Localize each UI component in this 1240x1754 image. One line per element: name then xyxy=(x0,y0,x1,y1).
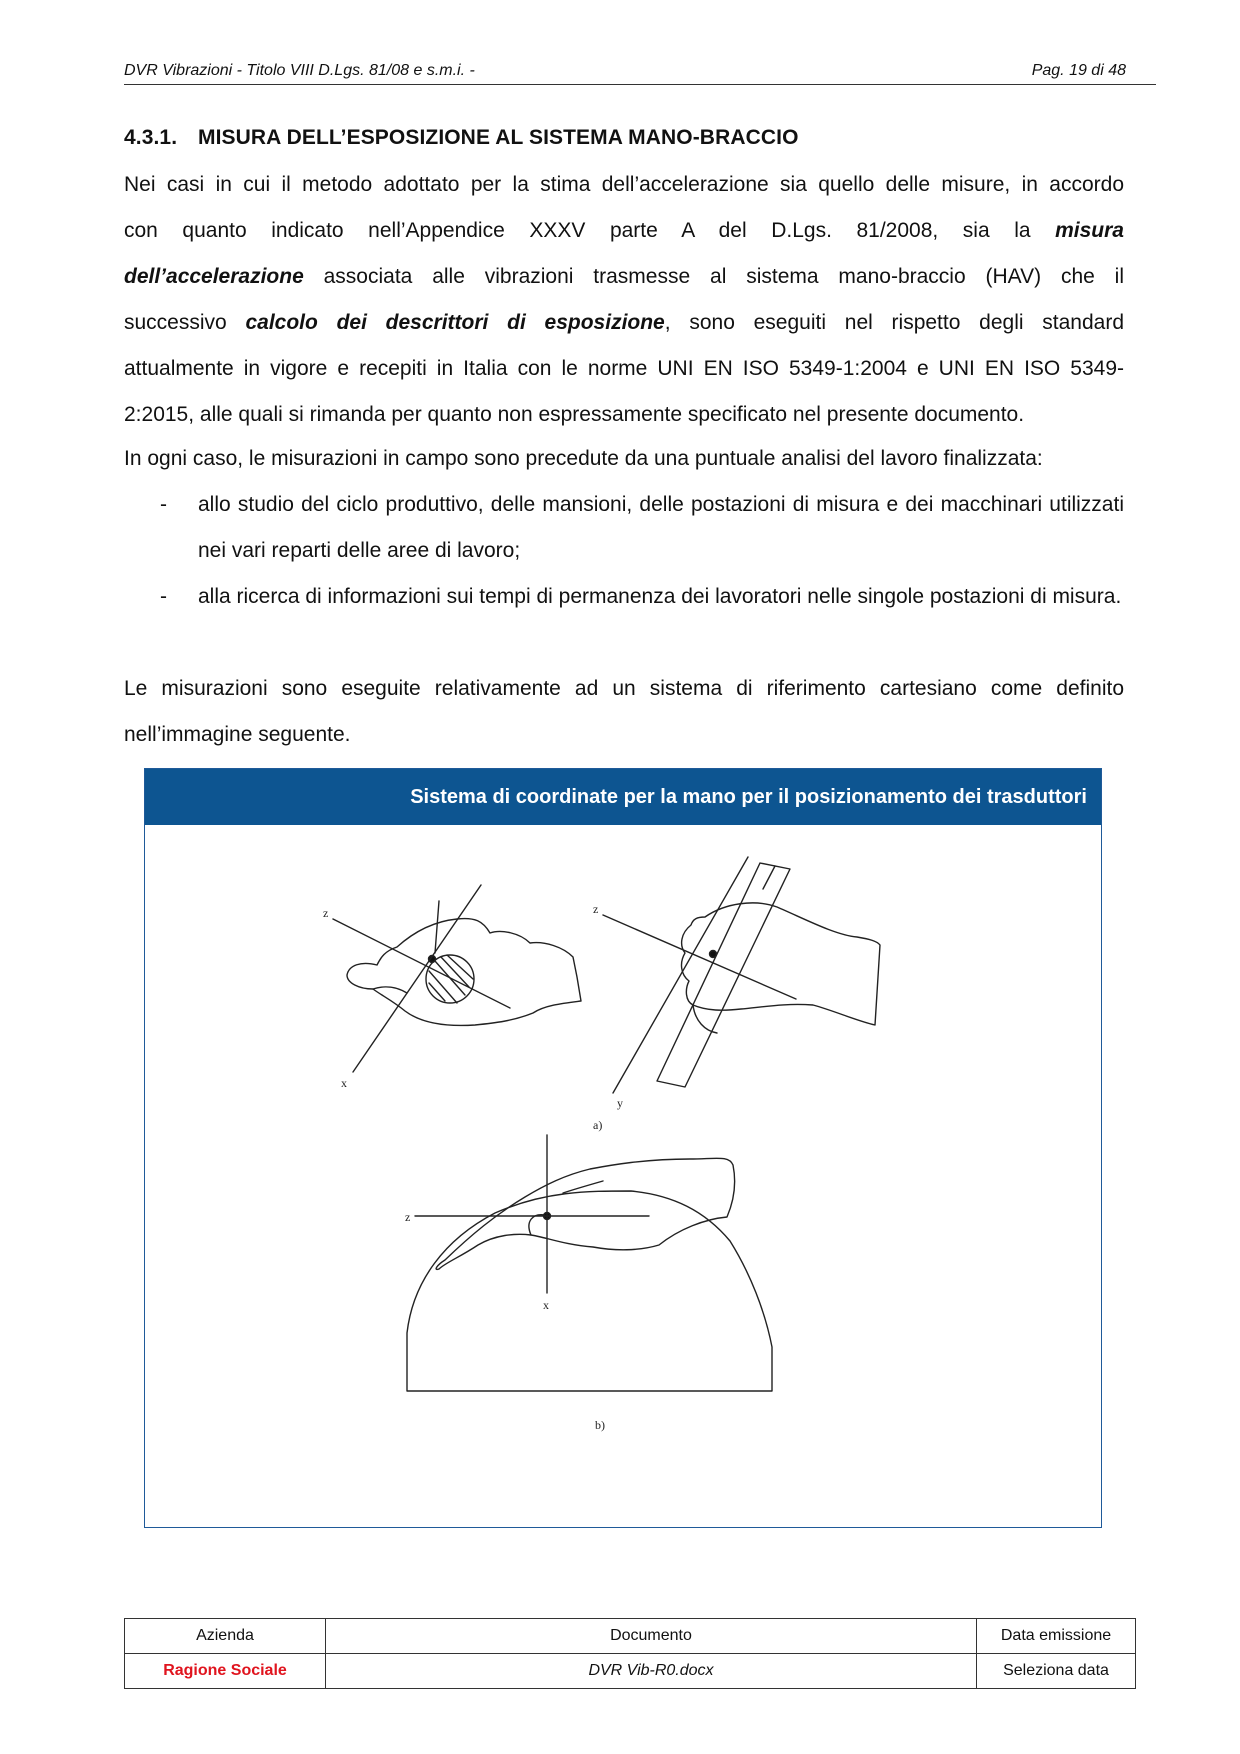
diagram-label-a: a) xyxy=(593,1118,603,1132)
section-number: 4.3.1. xyxy=(124,126,178,149)
footer-document-name: DVR Vib-R0.docx xyxy=(326,1654,977,1689)
emphasis-calcolo: calcolo dei descrittori di esposizione xyxy=(245,311,665,334)
emphasis-misura: misura xyxy=(1055,219,1124,242)
emphasis-accelerazione: dell’accelerazione xyxy=(124,265,304,288)
paragraph-1-line-4 xyxy=(124,300,1124,346)
footer-header-azienda: Azienda xyxy=(125,1619,326,1654)
figure-title: Sistema di coordinate per la mano per il posizionamento dei trasduttori xyxy=(145,769,1101,825)
paragraph-1-line-5: attualmente in vigore e recepiti in Italia con le norme UNI EN ISO 5349-1:2004 e UNI EN ISO 5349- xyxy=(124,357,1124,380)
paragraph-1-line-2 xyxy=(124,208,1124,254)
paragraph-3: Le misurazioni sono eseguite relativamente ad un sistema di riferimento cartesiano come definito nell’immagine seguente. xyxy=(124,677,1124,746)
paragraph-1 xyxy=(124,162,1124,438)
section-title: MISURA DELL’ESPOSIZIONE AL SISTEMA MANO-BRACCIO xyxy=(198,126,799,149)
axis-label-x: x xyxy=(341,1076,347,1090)
fist-axes xyxy=(333,885,510,1072)
hand-coordinates-illustration xyxy=(145,825,1101,1527)
list-item-text: alla ricerca di informazioni sui tempi di permanenza dei lavoratori nelle singole postazioni di misura. xyxy=(198,585,1122,608)
axis-label-z: z xyxy=(323,906,329,920)
text-span: successivo xyxy=(124,311,246,334)
footer-header-data: Data emissione xyxy=(977,1619,1136,1654)
section-heading xyxy=(124,126,799,150)
list-item xyxy=(124,574,1124,620)
figure-hand-coordinates xyxy=(144,768,1102,1528)
list-item-text: allo studio del ciclo produttivo, delle mansioni, delle postazioni di misura e dei macchinari utilizzati nei vari reparti delle aree di lavoro; xyxy=(198,493,1124,562)
fist-grip-drawing xyxy=(347,919,581,1026)
hand-on-sphere-axes xyxy=(415,1135,649,1293)
paragraph-1-line-6: 2:2015, alle quali si rimanda per quanto non espressamente specificato nel presente documento. xyxy=(124,403,1025,426)
footer-header-documento: Documento xyxy=(326,1619,977,1654)
text-span: , sono eseguiti nel rispetto degli standard xyxy=(664,311,1125,334)
footer-header-row xyxy=(125,1619,1136,1654)
bullet-list xyxy=(124,482,1124,620)
paragraph-1-line-1: Nei casi in cui il metodo adottato per la stima dell’accelerazione sia quello delle misure, in accordo xyxy=(124,173,1124,196)
paragraph-1-line-3 xyxy=(124,254,1124,300)
axis-label-z: z xyxy=(405,1210,411,1224)
axis-label-x: x xyxy=(543,1298,549,1312)
footer-date-selector[interactable]: Seleziona data xyxy=(977,1654,1136,1689)
bar-grip-drawing xyxy=(657,863,880,1087)
text-span: associata alle vibrazioni trasmesse al sistema mano-braccio (HAV) che il xyxy=(303,265,1124,288)
text-span: con quanto indicato nell’Appendice XXXV parte A del D.Lgs. 81/2008, sia la xyxy=(124,219,1056,242)
header-document-title: DVR Vibrazioni - Titolo VIII D.Lgs. 81/08 e s.m.i. - xyxy=(124,62,475,79)
axis-label-y: y xyxy=(617,1096,623,1110)
axis-label-z: z xyxy=(593,902,599,916)
paragraph-2: In ogni caso, le misurazioni in campo sono precedute da una puntuale analisi del lavoro finalizzata: xyxy=(124,447,1043,470)
footer-table xyxy=(124,1618,1136,1689)
bullet-dash: - xyxy=(160,585,167,608)
diagram-label-b: b) xyxy=(595,1418,605,1432)
footer-value-row xyxy=(125,1654,1136,1689)
bullet-dash: - xyxy=(160,493,167,516)
header-page-number: Pag. 19 di 48 xyxy=(1031,62,1126,79)
page-header xyxy=(124,58,1156,85)
footer-company-name: Ragione Sociale xyxy=(125,1654,326,1689)
hand-on-sphere-drawing xyxy=(407,1158,772,1391)
list-item xyxy=(124,482,1124,574)
